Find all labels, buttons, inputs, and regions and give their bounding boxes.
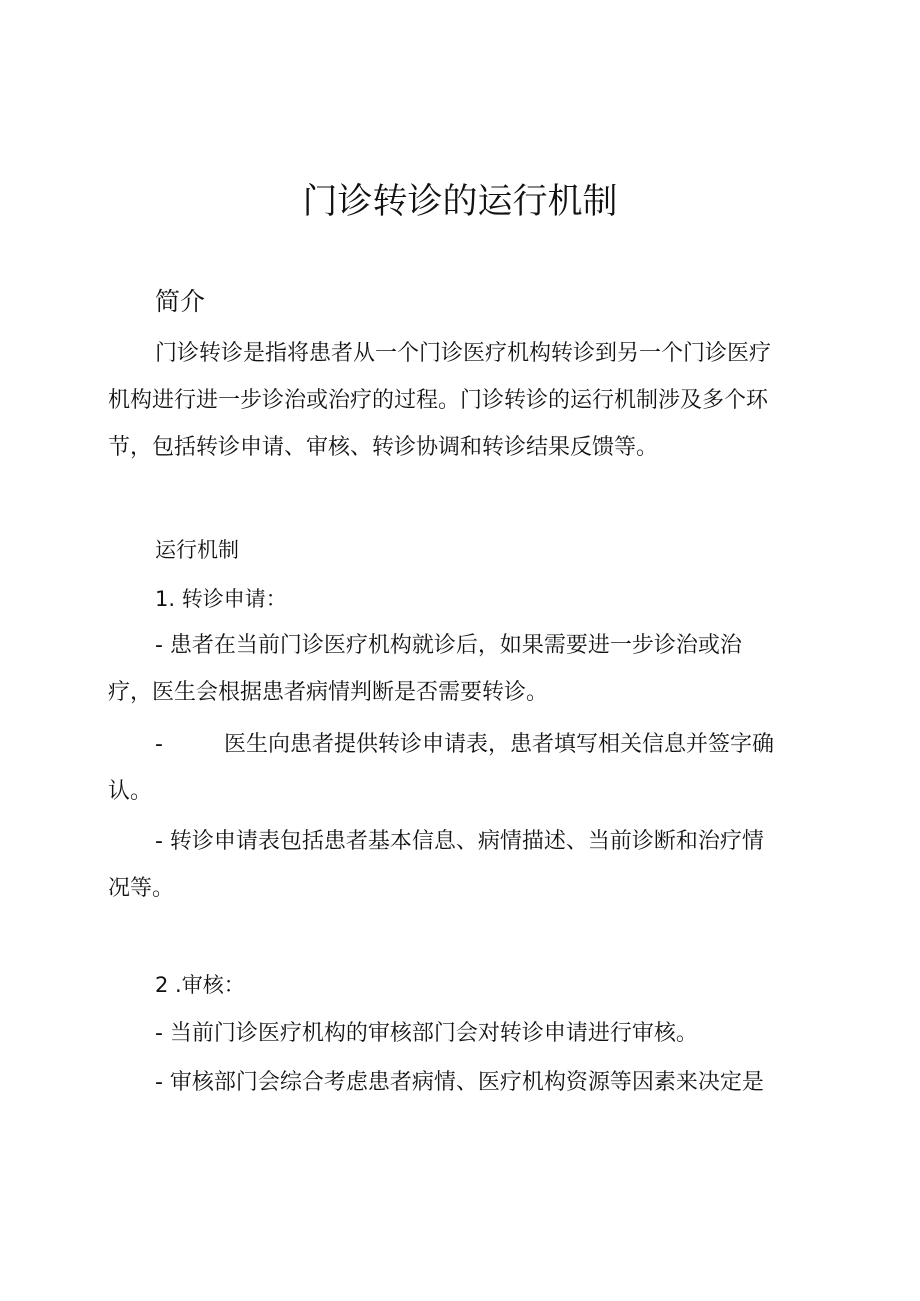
step1-item-3-line-2: 况等。 xyxy=(108,876,175,901)
step2-item-2 xyxy=(108,1059,808,1106)
step1-item-2-dash: - xyxy=(155,732,163,757)
intro-line-1: 门诊转诊是指将患者从一个门诊医疗机构转诊到另一个门诊医疗 xyxy=(155,341,772,366)
step1-heading: 1. 转诊申请： xyxy=(155,587,287,611)
mechanism-heading: 运行机制 xyxy=(155,538,239,562)
step1-item-3 xyxy=(108,818,808,912)
step2-heading: 2 .审核： xyxy=(155,973,245,997)
step2-item-1 xyxy=(108,1010,808,1057)
step1-item-2-text: 医生向患者提供转诊申请表，患者填写相关信息并签字确 xyxy=(223,732,774,757)
step1-item-1 xyxy=(108,622,808,716)
intro-line-3: 节，包括转诊申请、审核、转诊协调和转诊结果反馈等。 xyxy=(108,435,659,460)
step1-item-3-line-1: - 转诊申请表包括患者基本信息、病情描述、当前诊断和治疗情 xyxy=(155,829,764,854)
step2-item-1-line: - 当前门诊医疗机构的审核部门会对转诊申请进行审核。 xyxy=(155,1021,698,1046)
step1-item-1-line-2: 疗，医生会根据患者病情判断是否需要转诊。 xyxy=(108,680,549,705)
step2-item-2-line: - 审核部门会综合考虑患者病情、医疗机构资源等因素来决定是 xyxy=(155,1070,764,1095)
intro-paragraph xyxy=(108,330,808,471)
document-title: 门诊转诊的运行机制 xyxy=(302,182,618,222)
intro-line-2: 机构进行进一步诊治或治疗的过程。门诊转诊的运行机制涉及多个环 xyxy=(108,388,769,413)
step1-item-2 xyxy=(108,721,808,815)
intro-heading: 简介 xyxy=(155,287,206,316)
step1-item-2-line-2: 认。 xyxy=(108,779,153,804)
step1-item-2-line-1 xyxy=(108,721,808,768)
step1-item-1-line-1: - 患者在当前门诊医疗机构就诊后，如果需要进一步诊治或治 xyxy=(155,633,742,658)
